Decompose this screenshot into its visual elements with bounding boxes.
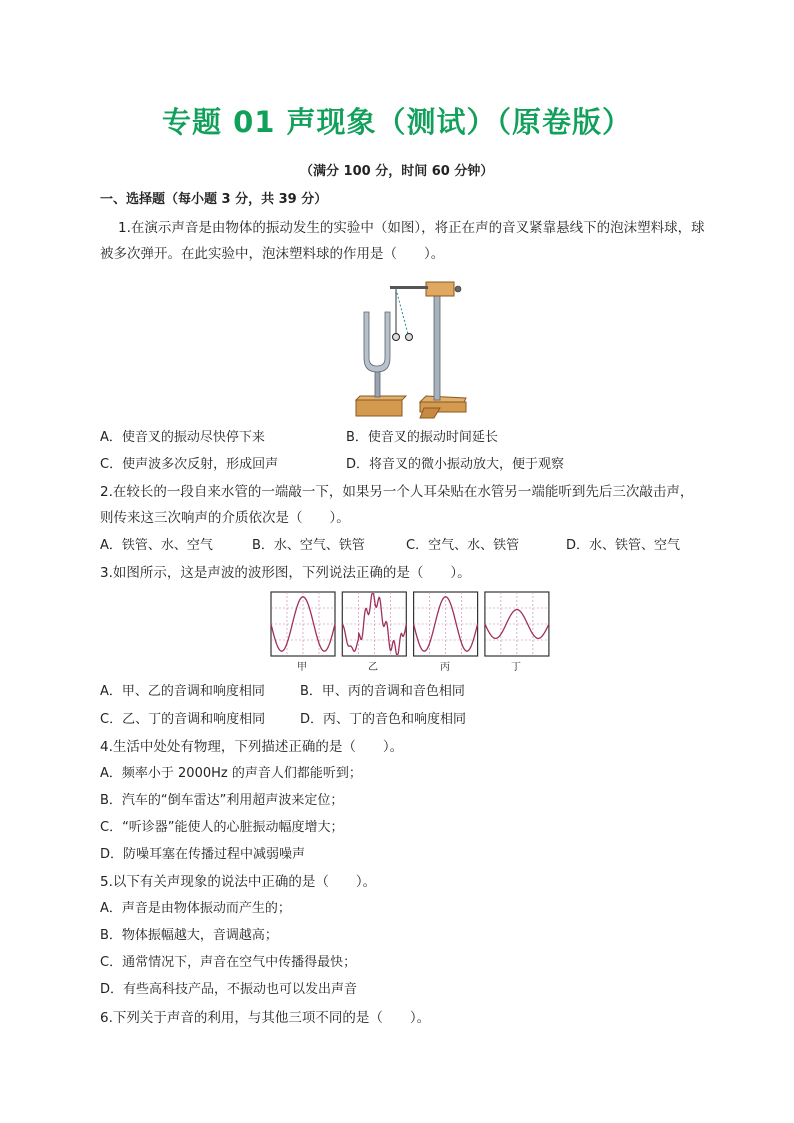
waveform-panel-yi [342, 592, 406, 656]
q1-stem-line1: 1.在演示声音是由物体的振动发生的实验中（如图），将正在声的音叉紧靠悬线下的泡沫塑料球，球 [118, 220, 705, 236]
wave-label-yi: 乙 [368, 662, 378, 673]
q3-stem: 3.如图所示，这是声波的波形图，下列说法正确的是（ ）。 [100, 565, 471, 581]
fork-base-front [356, 400, 402, 416]
wave-label-jia: 甲 [297, 662, 307, 673]
stand-pole [434, 286, 440, 400]
fork-prongs [364, 312, 390, 372]
q4-option-b: B．汽车的“倒车雷达”利用超声波来定位； [100, 793, 344, 808]
clamp-screw [455, 286, 461, 292]
q4-option-d: D．防噪耳塞在传播过程中减弱噪声 [100, 847, 306, 862]
q4-stem: 4.生活中处处有物理，下列描述正确的是（ ）。 [100, 739, 404, 755]
q5-option-d: D．有些高科技产品，不振动也可以发出声音 [100, 982, 358, 997]
foam-ball-swung [406, 334, 413, 341]
q6-stem: 6.下列关于声音的利用，与其他三项不同的是（ ）。 [100, 1010, 431, 1026]
q1-option-a: A．使音叉的振动尽快停下来 [100, 430, 265, 445]
section-heading: 一、选择题（每小题 3 分，共 39 分） [100, 192, 328, 207]
q1-option-b: B．使音叉的振动时间延长 [346, 430, 498, 445]
q3-option-a: A．甲、乙的音调和响度相同 [100, 684, 265, 699]
pendulum-string-dashed [396, 289, 408, 334]
q4-option-a: A．频率小于 2000Hz 的声音人们都能听到； [100, 766, 362, 781]
waveform-panel-jia [271, 592, 335, 656]
q2-option-b: B．水、空气、铁管 [252, 538, 365, 553]
q2-option-c: C．空气、水、铁管 [406, 538, 520, 553]
fork-base [356, 396, 406, 400]
page-subtitle: （满分 100 分，时间 60 分钟） [300, 164, 494, 179]
clamp-block [426, 282, 454, 296]
q3-option-d: D．丙、丁的音色和响度相同 [300, 712, 467, 727]
q1-option-c: C．使声波多次反射，形成回声 [100, 457, 279, 472]
wave-label-bing: 丙 [440, 662, 450, 673]
q5-stem: 5.以下有关声现象的说法中正确的是（ ）。 [100, 874, 377, 890]
q5-option-c: C．通常情况下，声音在空气中传播得最快； [100, 955, 357, 970]
fork-stem [375, 370, 380, 397]
q1-option-d: D．将音叉的微小振动放大，便于观察 [346, 457, 565, 472]
stand-foot [420, 408, 440, 418]
q3-option-c: C．乙、丁的音调和响度相同 [100, 712, 266, 727]
q2-stem-line1: 2.在较长的一段自来水管的一端敲一下，如果另一个人耳朵贴在水管另一端能听到先后三次敲击声， [100, 484, 694, 500]
q1-stem-line2: 被多次弹开。在此实验中，泡沫塑料球的作用是（ ）。 [100, 246, 445, 262]
waveform-figure [270, 590, 552, 660]
waveform-panel-bing [414, 592, 478, 656]
tuning-fork-figure [350, 278, 470, 420]
q2-option-a: A．铁管、水、空气 [100, 538, 213, 553]
q2-stem-line2: 则传来这三次响声的介质依次是（ ）。 [100, 510, 350, 526]
q4-option-c: C．“听诊器”能使人的心脏振动幅度增大； [100, 820, 344, 835]
wave-label-ding: 丁 [511, 662, 521, 673]
waveform-panel-ding [485, 592, 549, 656]
page-title: 专题 01 声现象（测试）（原卷版） [161, 105, 633, 139]
q2-option-d: D．水、铁管、空气 [566, 538, 681, 553]
horizontal-arm [390, 286, 428, 289]
q3-option-b: B．甲、丙的音调和音色相同 [300, 684, 465, 699]
q5-option-b: B．物体振幅越大，音调越高； [100, 928, 278, 943]
foam-ball [393, 334, 400, 341]
stand-base [420, 396, 466, 402]
q5-option-a: A．声音是由物体振动而产生的； [100, 901, 291, 916]
